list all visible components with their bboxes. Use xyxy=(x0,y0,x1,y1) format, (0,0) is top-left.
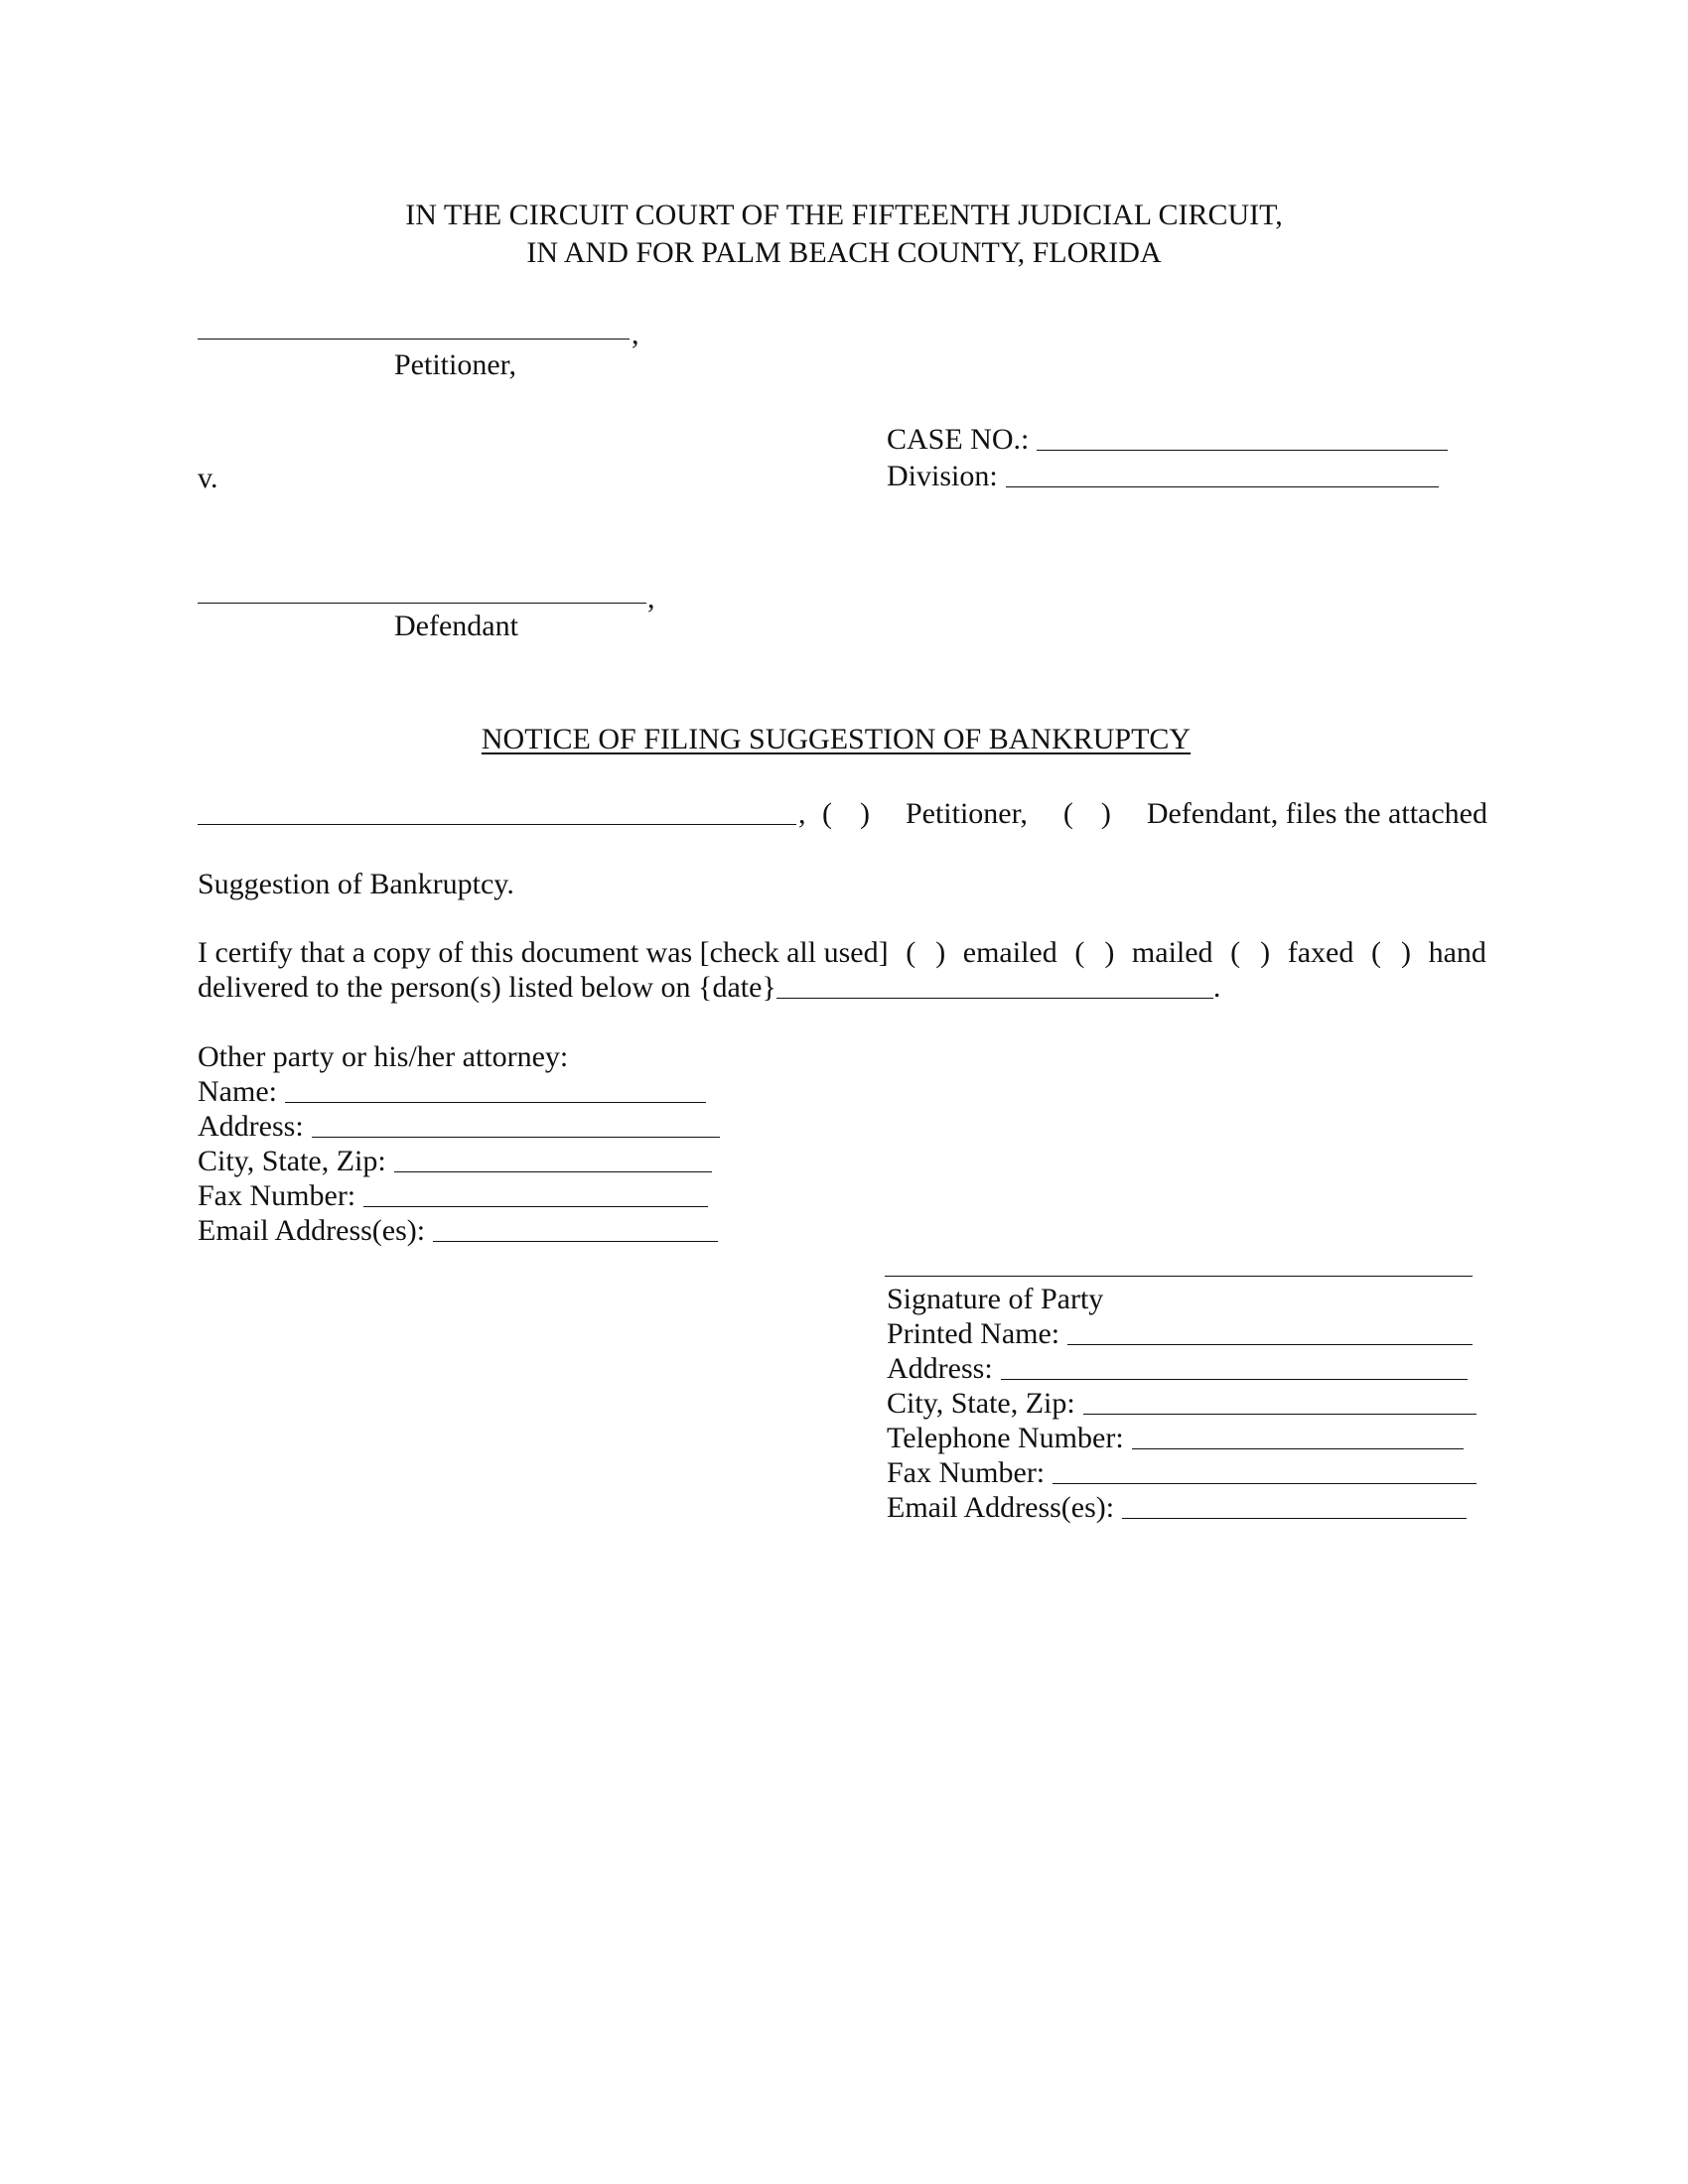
other-party-name-label: Name: xyxy=(198,1075,277,1108)
court-header-line-1: IN THE CIRCUIT COURT OF THE FIFTEENTH JUDICIAL CIRCUIT, xyxy=(405,199,1283,231)
checkbox-emailed[interactable]: ( ) xyxy=(906,936,946,969)
case-no-label: CASE NO.: xyxy=(887,423,1030,456)
sig-telephone-label: Telephone Number: xyxy=(887,1422,1124,1454)
other-party-fax-field[interactable] xyxy=(363,1206,708,1207)
defendant-label: Defendant xyxy=(394,610,518,642)
defendant-name-field[interactable] xyxy=(198,603,646,604)
sig-fax-label: Fax Number: xyxy=(887,1456,1046,1489)
versus: v. xyxy=(198,462,218,494)
filing-party-field[interactable] xyxy=(198,824,796,825)
other-party-address-field[interactable] xyxy=(312,1137,720,1138)
signature-label: Signature of Party xyxy=(887,1283,1104,1315)
filing-line-2: Suggestion of Bankruptcy. xyxy=(198,868,514,900)
filing-options xyxy=(822,799,1487,829)
division-row xyxy=(887,462,1439,491)
sig-address-row xyxy=(887,1354,1468,1384)
division-field[interactable] xyxy=(1006,486,1439,487)
certificate-line-1 xyxy=(198,938,1486,968)
checkbox-defendant[interactable]: ( ) xyxy=(1062,797,1111,830)
document-title: NOTICE OF FILING SUGGESTION OF BANKRUPTCY xyxy=(481,723,1192,755)
other-party-name-field[interactable] xyxy=(285,1102,706,1103)
other-party-email-label: Email Address(es): xyxy=(198,1214,426,1247)
division-label: Division: xyxy=(887,460,998,492)
signature-field[interactable] xyxy=(885,1276,1473,1277)
sig-telephone-field[interactable] xyxy=(1132,1448,1464,1449)
sig-printed-name-label: Printed Name: xyxy=(887,1317,1060,1350)
petitioner-label: Petitioner, xyxy=(394,348,516,381)
sig-printed-name-field[interactable] xyxy=(1067,1344,1473,1345)
sig-city-field[interactable] xyxy=(1083,1414,1477,1415)
sig-printed-name-row xyxy=(887,1319,1473,1349)
case-no-row xyxy=(887,425,1448,455)
other-party-name-row xyxy=(198,1077,706,1107)
other-party-email-row xyxy=(198,1216,718,1246)
other-party-address-row xyxy=(198,1112,720,1142)
case-no-field[interactable] xyxy=(1037,450,1448,451)
sig-city-label: City, State, Zip: xyxy=(887,1387,1075,1420)
certificate-period: . xyxy=(1212,971,1221,1004)
option-emailed-label: emailed xyxy=(962,936,1057,969)
checkbox-faxed[interactable]: ( ) xyxy=(1230,936,1271,969)
sig-email-label: Email Address(es): xyxy=(887,1491,1115,1524)
option-faxed-label: faxed xyxy=(1287,936,1354,969)
petitioner-comma: , xyxy=(632,318,639,350)
option-defendant-label: Defendant, files the attached xyxy=(1146,797,1487,830)
defendant-comma: , xyxy=(647,582,655,614)
other-party-fax-row xyxy=(198,1181,708,1211)
other-party-email-field[interactable] xyxy=(433,1241,718,1242)
certificate-line-2 xyxy=(198,973,1220,1003)
other-party-city-field[interactable] xyxy=(394,1171,712,1172)
option-mailed-label: mailed xyxy=(1131,936,1213,969)
sig-email-field[interactable] xyxy=(1122,1518,1467,1519)
other-party-heading: Other party or his/her attorney: xyxy=(198,1040,569,1073)
sig-email-row xyxy=(887,1493,1467,1523)
option-hand-label: hand xyxy=(1428,936,1486,969)
other-party-fax-label: Fax Number: xyxy=(198,1179,356,1212)
other-party-address-label: Address: xyxy=(198,1110,304,1143)
checkbox-hand[interactable]: ( ) xyxy=(1370,936,1411,969)
court-header-line-2: IN AND FOR PALM BEACH COUNTY, FLORIDA xyxy=(526,236,1162,269)
petitioner-name-field[interactable] xyxy=(198,339,630,340)
sig-fax-field[interactable] xyxy=(1053,1483,1477,1484)
certificate-line-2-text: delivered to the person(s) listed below on {date} xyxy=(198,971,776,1004)
checkbox-petitioner[interactable]: ( ) xyxy=(822,797,870,830)
service-date-field[interactable] xyxy=(776,998,1213,999)
sig-fax-row xyxy=(887,1458,1477,1488)
sig-address-label: Address: xyxy=(887,1352,993,1385)
certificate-lead: I certify that a copy of this document was [check all used] xyxy=(198,936,889,969)
other-party-city-label: City, State, Zip: xyxy=(198,1145,386,1177)
sig-city-row xyxy=(887,1389,1477,1419)
checkbox-mailed[interactable]: ( ) xyxy=(1074,936,1115,969)
sig-telephone-row xyxy=(887,1424,1464,1453)
option-petitioner-label: Petitioner, xyxy=(905,797,1028,830)
sig-address-field[interactable] xyxy=(1001,1379,1468,1380)
filing-comma: , xyxy=(798,797,806,830)
other-party-city-row xyxy=(198,1147,712,1176)
